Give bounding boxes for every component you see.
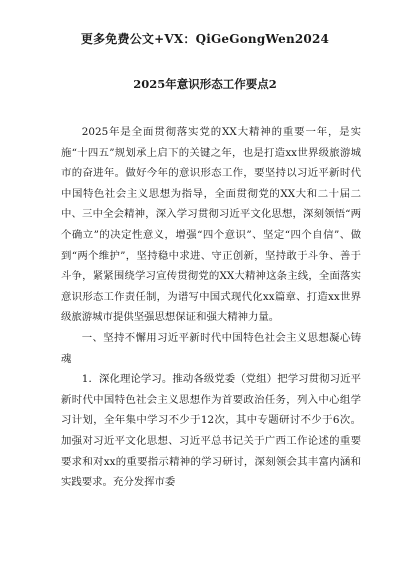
promo-header: 更多免费公文+VX：QiGeGongWen2024	[80, 32, 330, 46]
subsection-paragraph: 1．深化理论学习。推动各级党委（党组）把学习贯彻习近平新时代中国特色社会主义思想作为首要政治任务，列入中心组学习计划，全年集中学习不少于12次，其中专题研讨不少于6次。加强对习近平文化思想、习近平总书记关于广西工作论述的重要要求和对xx的重要指示精神的学习研讨，深刻领会其丰富内涵和实践要求。充分发挥市委	[61, 373, 361, 489]
section-heading: 一、坚持不懈用习近平新时代中国特色社会主义思想凝心铸魂	[61, 331, 361, 365]
document-body	[61, 122, 361, 493]
document-title: 2025年意识形态工作要点2	[133, 77, 277, 91]
intro-paragraph: 2025年是全面贯彻落实党的XX大精神的重要一年，是实施“十四五”规划承上启下的关键之年，也是打造xx世界级旅游城市的奋进年。做好今年的意识形态工作，要坚持以习近平新时代中国特色社会主义思想为指导，全面贯彻党的XX大和二十届二中、三中全会精神，深入学习贯彻习近平文化思想，深刻领悟“两个确立”的决定性意义，增强“四个意识”、坚定“四个自信”、做到“两个维护”，坚持稳中求进、守正创新，坚持敢于斗争、善于斗争，紧紧围绕学习宣传贯彻党的XX大精神这条主线，全面落实意识形态工作责任制，为谱写中国式现代化xx篇章、打造xx世界级旅游城市提供坚强思想保证和强大精神力量。	[61, 126, 361, 324]
